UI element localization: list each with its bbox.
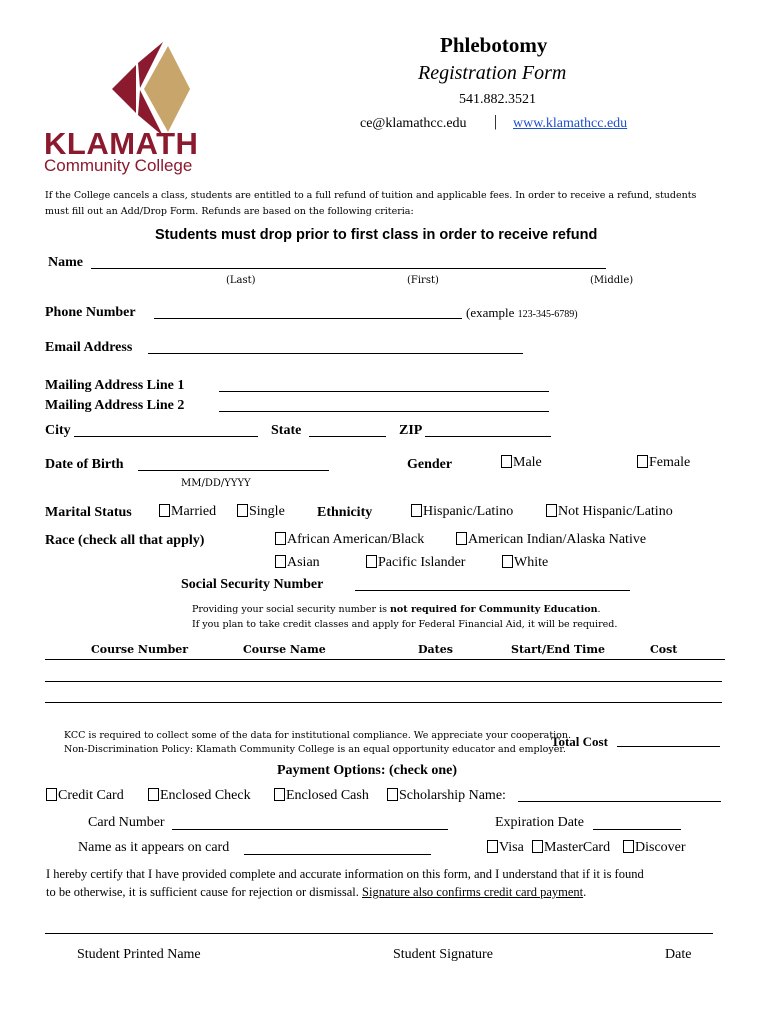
name-field[interactable] [91, 268, 606, 269]
ethnicity-label: Ethnicity [317, 505, 373, 520]
african-american-label: African American/Black [287, 532, 425, 547]
ssn-note-1a: Providing your social security number is [192, 604, 391, 615]
discover-label: Discover [635, 840, 686, 855]
asian-label: Asian [287, 555, 320, 570]
card-number-label: Card Number [88, 815, 165, 830]
asian-option[interactable] [275, 555, 320, 571]
name-on-card-field[interactable] [244, 854, 431, 855]
marital-label: Marital Status [45, 505, 132, 520]
first-label: (First) [407, 275, 439, 286]
visa-label: Visa [499, 840, 524, 855]
payment-title: Payment Options: (check one) [277, 763, 458, 778]
logo-diamond-icon [40, 42, 220, 137]
white-label: White [514, 555, 549, 570]
dates-header: Dates [418, 643, 453, 656]
hispanic-option[interactable] [411, 504, 513, 520]
logo-name: KLAMATH [44, 126, 199, 161]
pacific-islander-option[interactable] [366, 555, 465, 571]
mastercard-option[interactable] [532, 840, 610, 856]
contact-separator: | [494, 113, 498, 130]
dob-format: MM/DD/YYYY [181, 478, 251, 489]
certify-line-2a: to be otherwise, it is sufficient cause for rejection or dismissal. [46, 885, 363, 899]
married-option[interactable] [159, 504, 216, 520]
enclosed-check-option[interactable] [148, 788, 251, 804]
female-label: Female [649, 455, 691, 470]
email-field[interactable] [148, 353, 523, 354]
name-label: Name [48, 255, 83, 270]
zip-label: ZIP [399, 423, 423, 438]
city-label: City [45, 423, 71, 438]
form-title: Phlebotomy [440, 33, 548, 57]
single-checkbox[interactable] [237, 504, 248, 517]
address2-field[interactable] [219, 411, 549, 412]
white-option[interactable] [502, 555, 548, 571]
compliance-note: KCC is required to collect some of the data for institutional compliance. We appreciate your cooperation. [64, 730, 572, 741]
pacific-islander-label: Pacific Islander [378, 555, 466, 570]
asian-checkbox[interactable] [275, 555, 286, 568]
credit-card-label: Credit Card [58, 788, 124, 803]
form-subtitle: Registration Form [418, 62, 567, 84]
course-name-header: Course Name [243, 643, 326, 656]
african-american-checkbox[interactable] [275, 532, 286, 545]
table-header-rule [45, 659, 725, 660]
scholarship-name-field[interactable] [518, 801, 721, 802]
zip-field[interactable] [425, 436, 551, 437]
printed-name-label: Student Printed Name [77, 947, 201, 962]
hispanic-label: Hispanic/Latino [423, 504, 514, 519]
enclosed-check-label: Enclosed Check [160, 788, 251, 803]
enclosed-check-checkbox[interactable] [148, 788, 159, 801]
expiration-label: Expiration Date [495, 815, 585, 830]
credit-card-checkbox[interactable] [46, 788, 57, 801]
ssn-label: Social Security Number [181, 577, 324, 592]
american-indian-option[interactable] [456, 532, 646, 548]
enclosed-cash-option[interactable] [274, 788, 369, 804]
ssn-note-2: If you plan to take credit classes and apply for Federal Financial Aid, it will be required. [192, 619, 618, 630]
signature-label: Student Signature [393, 947, 493, 962]
visa-checkbox[interactable] [487, 840, 498, 853]
certify-line-2c: . [583, 885, 587, 899]
address2-label: Mailing Address Line 2 [45, 398, 185, 413]
female-checkbox[interactable] [637, 455, 648, 468]
hispanic-checkbox[interactable] [411, 504, 422, 517]
gender-male-option[interactable] [501, 455, 542, 471]
not-hispanic-label: Not Hispanic/Latino [558, 504, 673, 519]
enclosed-cash-checkbox[interactable] [274, 788, 285, 801]
gender-female-option[interactable] [637, 455, 690, 471]
ssn-field[interactable] [355, 590, 630, 591]
total-cost-label: Total Cost [551, 734, 608, 749]
contact-phone: 541.882.3521 [459, 92, 536, 107]
email-label: Email Address [45, 340, 133, 355]
city-field[interactable] [74, 436, 258, 437]
college-logo [40, 42, 220, 177]
date-label: Date [665, 947, 692, 962]
course-row-1[interactable] [45, 681, 722, 682]
mastercard-checkbox[interactable] [532, 840, 543, 853]
course-number-header: Course Number [91, 643, 189, 656]
married-label: Married [171, 504, 217, 519]
discover-option[interactable] [623, 840, 686, 856]
male-checkbox[interactable] [501, 455, 512, 468]
ssn-note-1b: not required for Community Education [390, 604, 598, 615]
not-hispanic-checkbox[interactable] [546, 504, 557, 517]
address1-field[interactable] [219, 391, 549, 392]
certify-line-2 [46, 885, 586, 900]
phone-example [466, 305, 578, 321]
address1-label: Mailing Address Line 1 [45, 378, 185, 393]
certify-line-2b: Signature also confirms credit card payment [362, 885, 584, 899]
middle-label: (Middle) [590, 275, 634, 286]
visa-option[interactable] [487, 840, 524, 856]
intro-text: If the College cancels a class, students are entitled to a full refund of tuition and applicable fees. In order to receive a refund, students must fill out an Add/Drop Form. Refunds are based on the following criteria: [45, 190, 697, 217]
american-indian-checkbox[interactable] [456, 532, 467, 545]
phone-field[interactable] [154, 318, 462, 319]
married-checkbox[interactable] [159, 504, 170, 517]
certify-line-1: I hereby certify that I have provided complete and accurate information on this form, and I understand that if it is found [46, 867, 644, 881]
signature-line[interactable] [45, 933, 713, 934]
contact-email: ce@klamathcc.edu [360, 116, 467, 131]
course-row-2[interactable] [45, 702, 722, 703]
american-indian-label: American Indian/Alaska Native [468, 532, 647, 547]
pacific-islander-checkbox[interactable] [366, 555, 377, 568]
not-hispanic-option[interactable] [546, 504, 673, 520]
cost-header: Cost [650, 643, 678, 656]
race-label: Race (check all that apply) [45, 533, 205, 548]
ssn-note-1c: . [597, 604, 601, 615]
single-label: Single [249, 504, 285, 519]
website-link[interactable]: www.klamathcc.edu [513, 116, 628, 131]
phone-example-value: 123-345-6789) [517, 309, 578, 320]
start-end-header: Start/End Time [511, 643, 605, 656]
last-label: (Last) [226, 275, 256, 286]
dob-label: Date of Birth [45, 457, 124, 472]
state-field[interactable] [309, 436, 386, 437]
white-checkbox[interactable] [502, 555, 513, 568]
expiration-field[interactable] [593, 829, 681, 830]
credit-card-option[interactable] [46, 788, 124, 804]
dob-field[interactable] [138, 470, 329, 471]
logo-tagline: Community College [44, 156, 193, 175]
phone-example-label: (example [466, 305, 518, 320]
state-label: State [271, 423, 302, 438]
mastercard-label: MasterCard [544, 840, 611, 855]
single-option[interactable] [237, 504, 285, 520]
scholarship-label: Scholarship Name: [399, 788, 506, 803]
discover-checkbox[interactable] [623, 840, 634, 853]
name-on-card-label: Name as it appears on card [78, 840, 230, 855]
ssn-note-1 [192, 604, 601, 615]
enclosed-cash-label: Enclosed Cash [286, 788, 369, 803]
phone-label: Phone Number [45, 305, 136, 320]
total-cost-field[interactable] [617, 746, 720, 747]
african-american-option[interactable] [275, 532, 424, 548]
male-label: Male [513, 455, 542, 470]
scholarship-checkbox[interactable] [387, 788, 398, 801]
nondiscrimination-note: Non-Discrimination Policy: Klamath Community College is an equal opportunity educator and employer. [64, 744, 566, 755]
gender-label: Gender [407, 457, 453, 472]
refund-notice: Students must drop prior to first class in order to receive refund [155, 227, 598, 243]
card-number-field[interactable] [172, 829, 448, 830]
scholarship-option[interactable] [387, 788, 506, 804]
